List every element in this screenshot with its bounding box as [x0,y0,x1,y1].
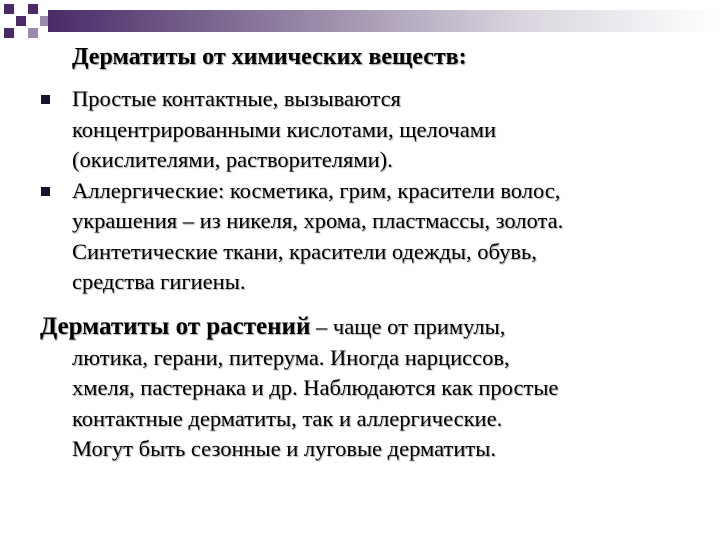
text-line: контактные дерматиты, так и аллергические. [72,405,503,431]
text-line: концентрированными кислотами, щелочами [72,116,497,142]
text-line: хмеля, пастернака и др. Наблюдаются как простые [72,375,559,400]
plants-heading: Дерматиты от растений [40,313,311,340]
bullet-list [40,84,710,298]
text-line: лютика, герани, питерума. Иногда нарциссов, [72,344,510,370]
text-line: (окислителями, растворителями). [72,147,393,172]
paragraph-text: – чаще от примулы, [310,314,506,339]
decor-square [4,4,14,14]
decor-square [4,28,14,38]
square-bullet-icon [41,187,50,196]
slide-title: Дерматиты от химических веществ: [72,44,467,70]
decor-square [28,28,38,38]
text-line: средства гигиены. [72,269,246,294]
text-line: украшения – из никеля, хрома, пластмассы, золота. [72,208,564,233]
decor-square [16,16,26,26]
text-line: Простые контактные, вызываются [72,86,401,111]
decor-square [28,4,38,14]
text-line: Аллергические: косметика, грим, красители волос, [72,177,561,203]
list-item [40,84,710,176]
list-item [40,176,710,298]
text-line: Синтетические ткани, красители одежды, обувь, [72,238,537,264]
text-line: Могут быть сезонные и луговые дерматиты. [72,436,496,461]
plants-paragraph [40,312,710,465]
square-bullet-icon [41,95,50,104]
paragraph-first-line [40,312,710,343]
top-gradient-bar [48,10,720,32]
